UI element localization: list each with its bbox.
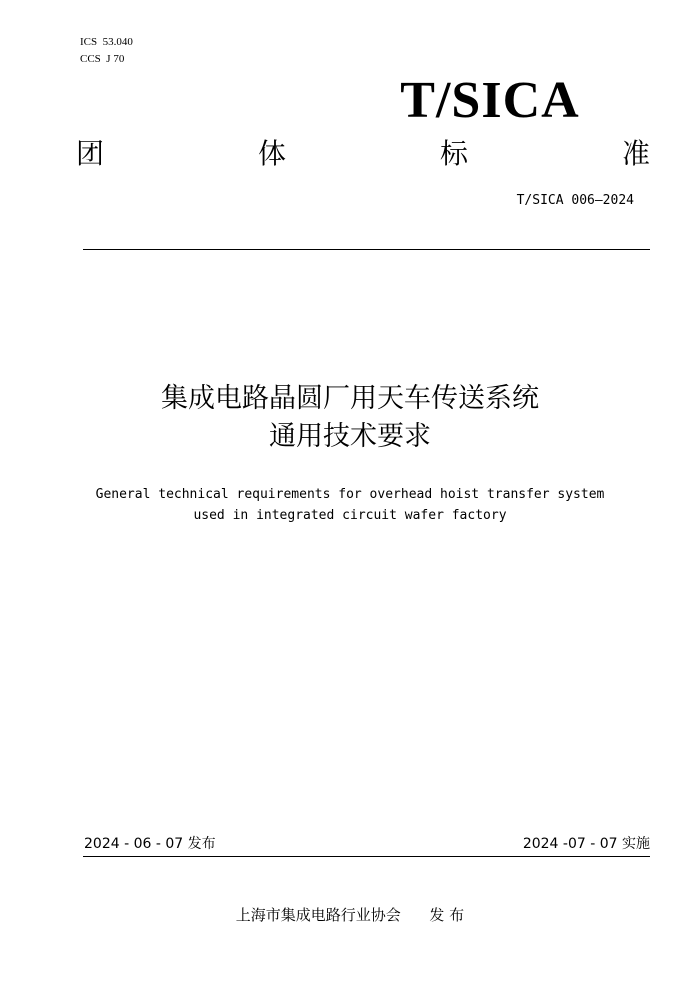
implementation-date: 2024 -07 - 07 实施 (522, 836, 650, 852)
english-title-line: used in integrated circuit wafer factory (193, 508, 507, 523)
publisher: 上海市集成电路行业协会 发 布 (235, 906, 465, 924)
ics-code: ICS 53.040 (80, 36, 133, 48)
footer-divider (83, 856, 650, 857)
standard-type-char: 团 (76, 137, 105, 170)
ccs-code: CCS J 70 (80, 53, 125, 65)
english-title (40, 484, 660, 526)
standard-type-char: 准 (621, 137, 650, 170)
issue-date: 2024 - 06 - 07 发布 (84, 836, 216, 852)
standard-type-char: 标 (439, 137, 468, 170)
standard-brand: T/SICA (400, 72, 580, 129)
header-divider (83, 249, 650, 250)
standard-number: T/SICA 006—2024 (516, 193, 634, 208)
chinese-title-line: 通用技术要求 (269, 421, 431, 452)
standard-type-char: 体 (257, 137, 286, 170)
chinese-title (60, 380, 640, 456)
english-title-line: General technical requirements for overhead hoist transfer system (95, 487, 605, 502)
standard-type-heading (76, 134, 650, 174)
chinese-title-line: 集成电路晶圆厂用天车传送系统 (161, 383, 539, 414)
